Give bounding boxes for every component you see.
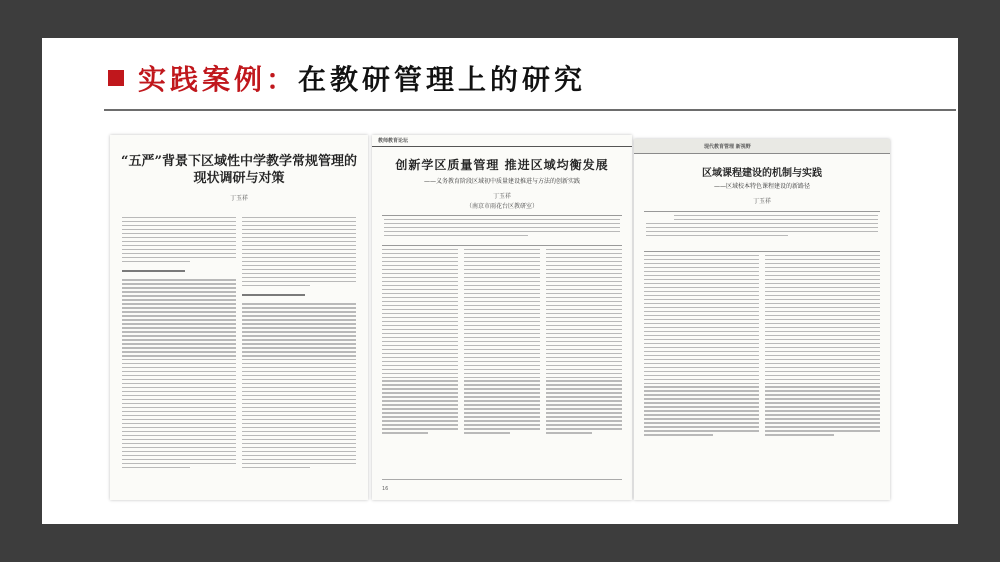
paper-image-3 — [634, 139, 890, 500]
paper-2-journal: 教师教育论坛 — [378, 138, 409, 144]
paper-1-title-line2: 现状调研与对策 — [193, 171, 285, 186]
paper-1-body — [122, 217, 356, 471]
paper-2-affiliation: （南京市雨花台区教研室） — [465, 203, 538, 210]
paper-3-abstract — [644, 211, 880, 252]
paper-2-column-2 — [464, 249, 540, 436]
paper-2-subtitle: ——义务教育阶段区域初中质量建设推进与方法的创新实践 — [423, 178, 580, 185]
paper-2-title: 创新学区质量管理 推进区域均衡发展 — [395, 158, 609, 172]
paper-3-heading — [640, 165, 884, 205]
paper-image-2 — [372, 135, 632, 500]
paper-3-header — [634, 139, 890, 154]
paper-3-column-right — [765, 255, 880, 438]
paper-3-author: 丁玉祥 — [752, 198, 771, 205]
paper-2-column-1 — [382, 249, 458, 436]
paper-1-column-left — [122, 217, 236, 471]
title-colon: ： — [266, 63, 299, 96]
paper-3-header-label: 现代教育管理 新视野 — [704, 144, 751, 150]
paper-3-body — [644, 255, 880, 438]
paper-2-footer — [382, 479, 622, 492]
paper-1-heading — [118, 153, 360, 202]
paper-3-column-left — [644, 255, 759, 438]
title-main: 在教研管理上的研究 — [298, 63, 587, 96]
paper-2-abstract — [382, 215, 622, 246]
slide-title — [108, 58, 586, 98]
paper-image-1 — [110, 135, 368, 500]
paper-2-header — [372, 135, 632, 147]
paper-2-page-number: 16 — [382, 486, 389, 492]
red-square-bullet-icon — [108, 70, 124, 86]
title-divider — [104, 109, 956, 111]
slide — [42, 38, 958, 524]
paper-3-subtitle: ——区域校本特色课程建设的新路径 — [713, 183, 810, 190]
paper-3-title: 区域课程建设的机制与实践 — [702, 168, 822, 179]
paper-1-title-line1: “五严”背景下区域性中学教学常规管理的 — [121, 154, 357, 169]
paper-2-heading — [378, 157, 626, 210]
paper-1-column-right — [242, 217, 356, 471]
paper-2-body — [382, 249, 622, 436]
paper-2-author: 丁玉祥 — [492, 193, 511, 200]
title-prefix: 实践案例 — [138, 63, 267, 96]
paper-1-author: 丁玉祥 — [229, 195, 248, 202]
paper-2-column-3 — [546, 249, 622, 436]
